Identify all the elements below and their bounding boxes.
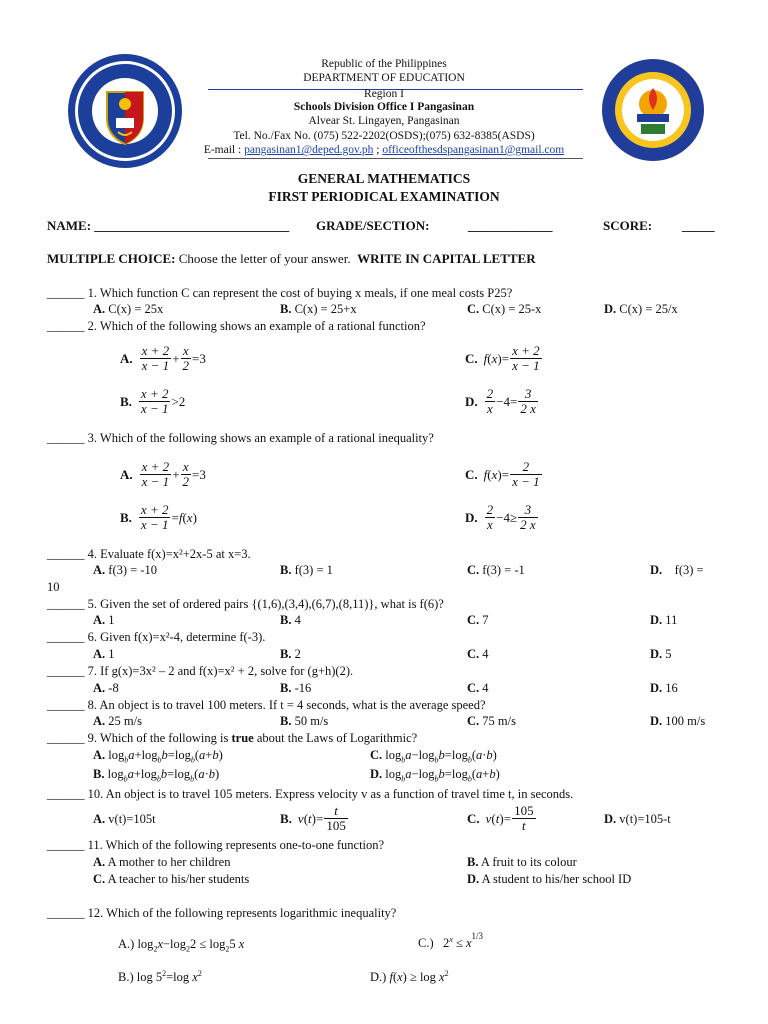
answer-blank[interactable]: ______: [47, 787, 85, 801]
answer-blank[interactable]: ______: [47, 731, 85, 745]
q1-option-d[interactable]: [604, 302, 678, 317]
letter: C.: [465, 350, 478, 366]
grade-section-label: GRADE/SECTION:: [316, 218, 430, 233]
letter: D.: [604, 302, 617, 316]
question-10: [47, 787, 573, 802]
letter: B.: [467, 855, 479, 869]
letter: D.: [467, 872, 480, 886]
letter: A.): [118, 937, 135, 951]
letter: A.: [93, 855, 106, 869]
option-text: A teacher to his/her students: [107, 872, 250, 886]
option-text: v(t)=105-t: [619, 812, 671, 826]
q7-option-d[interactable]: [650, 681, 678, 696]
question-2: [47, 319, 426, 334]
letter: C.: [467, 647, 480, 661]
q10-option-a[interactable]: [93, 812, 156, 827]
question-text: 9. Which of the following is: [87, 731, 229, 745]
q1-option-a[interactable]: [93, 302, 163, 317]
option-text: 4: [294, 613, 301, 627]
q12-option-d[interactable]: D.) $f(x) \ge \log x^2$: [370, 969, 449, 985]
question-emph: true: [231, 731, 254, 745]
q12-option-b[interactable]: B.) $\log 5^2=\log$ $x^2$: [118, 969, 202, 985]
q3-option-c[interactable]: C. f ( x )= $\frac{2}{x - 1}$: [465, 459, 540, 489]
q4-option-c[interactable]: [467, 563, 525, 578]
q8-option-a[interactable]: [93, 714, 142, 729]
letter: A.: [93, 613, 106, 627]
letter: C.: [467, 810, 480, 826]
q10-option-c[interactable]: C. v ( t )= $\frac{105}{t}$: [467, 803, 534, 833]
q11-option-c[interactable]: [93, 872, 249, 887]
answer-blank[interactable]: ______: [47, 547, 85, 561]
q10-option-d[interactable]: [604, 812, 671, 827]
question-text: 3. Which of the following shows an example of a rational inequality?: [87, 431, 434, 445]
letter: B.: [120, 509, 132, 525]
option-text: 1: [108, 647, 115, 661]
question-8: [47, 698, 486, 713]
answer-blank[interactable]: ______: [47, 286, 85, 300]
header-region: Region I: [364, 88, 404, 100]
letter: B.): [118, 970, 134, 985]
option-text: C(x) = 25+x: [294, 302, 357, 316]
option-text: A fruit to its colour: [480, 855, 577, 869]
q4-option-b[interactable]: [280, 563, 333, 578]
letter: B.: [280, 810, 292, 826]
letter: D.: [370, 767, 383, 781]
q7-option-c[interactable]: [467, 681, 489, 696]
q6-option-d[interactable]: [650, 647, 672, 662]
letter: B.: [280, 647, 292, 661]
letter: C.: [467, 681, 480, 695]
answer-blank[interactable]: ______: [47, 664, 85, 678]
letter: D.: [650, 563, 663, 577]
question-text: 12. Which of the following represents logarithmic inequality?: [87, 906, 397, 920]
letter: D.: [650, 681, 663, 695]
letter: D.: [650, 647, 663, 661]
question-5: [47, 597, 444, 612]
option-text: f(3) = -1: [482, 563, 525, 577]
letter: C.: [467, 302, 480, 316]
option-text: 4: [482, 647, 489, 661]
letter: C.): [418, 936, 434, 951]
letter: B.: [93, 767, 105, 781]
email-link-2[interactable]: officeofthesdspangasinan1@gmail.com: [382, 144, 565, 156]
q4-option-a[interactable]: [93, 563, 157, 578]
option-text: 7: [482, 613, 489, 627]
question-text: 8. An object is to travel 100 meters. If t = 4 seconds, what is the average speed?: [87, 698, 486, 712]
q12-option-c[interactable]: C.) $2^x \le x^{1/3}$: [418, 931, 484, 951]
exam-title: FIRST PERIODICAL EXAMINATION: [268, 189, 500, 204]
question-4: [47, 547, 251, 562]
letter: A.: [93, 714, 106, 728]
letter: A.: [93, 302, 106, 316]
q11-option-d[interactable]: [467, 872, 631, 887]
option-text: A student to his/her school ID: [481, 872, 632, 886]
letter: B.: [280, 563, 292, 577]
q6-option-b[interactable]: [280, 647, 301, 662]
option-text: 50 m/s: [294, 714, 329, 728]
option-text: 25 m/s: [108, 714, 142, 728]
q2-option-b[interactable]: B. $\frac{x + 2}{x - 1}$ >2: [120, 386, 186, 416]
question-1: [47, 286, 512, 301]
answer-blank[interactable]: ______: [47, 431, 85, 445]
q4-option-d[interactable]: [650, 563, 704, 578]
answer-blank[interactable]: ______: [47, 597, 85, 611]
header-address: Alvear St. Lingayen, Pangasinan: [308, 115, 460, 127]
option-text: 1: [108, 613, 115, 627]
question-text: 1. Which function C can represent the cost of buying x meals, if one meal costs P25?: [87, 286, 513, 300]
option-text: C(x) = 25x: [108, 302, 164, 316]
q5-option-d[interactable]: [650, 613, 677, 628]
instructions: [47, 251, 536, 267]
email-label: E-mail :: [203, 144, 242, 156]
header-email: [0, 144, 768, 156]
question-3: [47, 431, 434, 446]
letter: D.: [465, 509, 478, 525]
header-tel: Tel. No./Fax No. (075) 522-2202(OSDS);(075) 632-8385(ASDS): [233, 130, 535, 142]
q8-option-c[interactable]: [467, 714, 516, 729]
q1-option-b[interactable]: [280, 302, 357, 317]
letter: B.: [280, 302, 292, 316]
letter: C.: [467, 714, 480, 728]
answer-blank[interactable]: ______: [47, 906, 85, 920]
letter: D.): [370, 970, 387, 985]
q12-option-a[interactable]: A.) $\log_2x-\log_22 \le \log_25$ x: [118, 937, 245, 954]
question-6: [47, 630, 265, 645]
letter: A.: [93, 647, 106, 661]
question-9: [47, 731, 417, 746]
answer-blank[interactable]: ______: [47, 319, 85, 333]
question-text: 6. Given f(x)=x²-4, determine f(-3).: [87, 630, 266, 644]
score-field[interactable]: _____: [682, 218, 715, 233]
letter: B.: [280, 613, 292, 627]
name-field[interactable]: NAME: ______________________________: [47, 218, 290, 233]
question-text-cont: about the Laws of Logarithmic?: [256, 731, 418, 745]
q2-option-d[interactable]: D. $\frac{2}{x}$ −4= $\frac{3}{2 x}$: [465, 386, 536, 416]
question-text: 4. Evaluate f(x)=x²+2x-5 at x=3.: [87, 547, 251, 561]
email-link-1[interactable]: pangasinan1@deped.gov.ph: [244, 144, 374, 156]
q4-option-d-cont: 10: [47, 580, 60, 594]
question-11: [47, 838, 384, 853]
question-12: [47, 906, 396, 921]
option-text: 75 m/s: [482, 714, 516, 728]
letter: B.: [280, 681, 292, 695]
q5-option-b[interactable]: [280, 613, 301, 628]
q1-option-c[interactable]: [467, 302, 541, 317]
q11-option-b[interactable]: [467, 855, 577, 870]
q6-option-a[interactable]: [93, 647, 115, 662]
q3-option-b[interactable]: B. $\frac{x + 2}{x - 1}$ = f ( x ): [120, 502, 197, 532]
header-republic: Republic of the Philippines: [321, 58, 447, 70]
answer-blank[interactable]: ______: [47, 698, 85, 712]
header-division: Schools Division Office I Pangasinan: [293, 101, 475, 113]
question-text: 5. Given the set of ordered pairs {(1,6),(3,4),(6,7),(8,11)}, what is f(6)?: [87, 597, 444, 611]
q7-option-b[interactable]: [280, 681, 311, 696]
option-text: v(t)=105t: [108, 812, 156, 826]
question-text: 11. Which of the following represents one-to-one function?: [87, 838, 385, 852]
letter: C.: [467, 613, 480, 627]
letter: D.: [650, 714, 663, 728]
letter: A.: [93, 748, 106, 762]
option-text: 16: [665, 681, 678, 695]
q9-option-b[interactable]: B. $\log_ba+\log_bb=\log_b(a\cdot b)$: [93, 767, 220, 784]
letter: A.: [93, 681, 106, 695]
letter: B.: [120, 393, 132, 409]
option-text: 11: [665, 613, 678, 627]
q5-option-c[interactable]: [467, 613, 489, 628]
letter: D.: [465, 393, 478, 409]
q8-option-b[interactable]: [280, 714, 328, 729]
option-text: A mother to her children: [107, 855, 231, 869]
q7-option-a[interactable]: [93, 681, 119, 696]
answer-blank[interactable]: ______: [47, 630, 85, 644]
option-text: 4: [482, 681, 489, 695]
letter: C.: [465, 466, 478, 482]
letter: D.: [604, 812, 617, 826]
question-text: 7. If g(x)=3x² – 2 and f(x)=x² + 2, solve for (g+h)(2).: [87, 664, 354, 678]
letter: A.: [120, 350, 133, 366]
q9-option-c[interactable]: C. $\log_ba-\log_bb=\log_b(a\cdot b)$: [370, 748, 497, 765]
answer-blank[interactable]: ______: [47, 838, 85, 852]
option-text: 5: [665, 647, 672, 661]
email-sep: ;: [376, 144, 380, 156]
q9-option-d[interactable]: D. $\log_ba-\log_bb=\log_b(a+b)$: [370, 767, 500, 784]
q10-option-b[interactable]: B. v ( t )= $\frac{t}{105}$: [280, 803, 346, 833]
q5-option-a[interactable]: [93, 613, 115, 628]
letter: B.: [280, 714, 292, 728]
q6-option-c[interactable]: [467, 647, 489, 662]
header-department: DEPARTMENT OF EDUCATION: [303, 72, 465, 84]
letter: D.: [650, 613, 663, 627]
q2-option-a[interactable]: A. $\frac{x + 2}{x - 1}$ + $\frac{x}{2}$ =3: [120, 343, 206, 373]
q11-option-a[interactable]: [93, 855, 230, 870]
q3-option-d[interactable]: D. $\frac{2}{x}$ −4≥ $\frac{3}{2 x}$: [465, 502, 536, 532]
option-text: C(x) = 25/x: [619, 302, 678, 316]
letter: A.: [120, 466, 133, 482]
letter: A.: [93, 563, 106, 577]
option-text: f(3) =: [674, 563, 704, 577]
q3-option-a[interactable]: A. $\frac{x + 2}{x - 1}$ + $\frac{x}{2}$ =3: [120, 459, 206, 489]
instructions-emph: WRITE IN CAPITAL LETTER: [357, 251, 536, 266]
question-text: 2. Which of the following shows an example of a rational function?: [87, 319, 426, 333]
letter: C.: [93, 872, 106, 886]
score-label: SCORE:: [603, 218, 653, 233]
grade-section-field[interactable]: _____________: [468, 218, 553, 233]
option-text: -16: [294, 681, 312, 695]
option-text: C(x) = 25-x: [482, 302, 542, 316]
option-text: 100 m/s: [665, 714, 706, 728]
question-text: 10. An object is to travel 105 meters. Express velocity v as a function of travel time t, in seconds.: [87, 787, 574, 801]
q9-option-a[interactable]: A. $\log_ba+\log_bb=\log_b(a+b)$: [93, 748, 223, 765]
question-7: [47, 664, 353, 679]
letter: A.: [93, 812, 106, 826]
instructions-label: MULTIPLE CHOICE:: [47, 251, 176, 266]
letter: C.: [467, 563, 480, 577]
option-text: f(3) = 1: [294, 563, 333, 577]
exam-subject: GENERAL MATHEMATICS: [297, 171, 471, 186]
q2-option-c[interactable]: C. f ( x )= $\frac{x + 2}{x - 1}$: [465, 343, 540, 373]
letter: C.: [370, 748, 383, 762]
option-text: -8: [108, 681, 119, 695]
header-bottom-rule: [208, 158, 583, 159]
option-text: f(3) = -10: [108, 563, 157, 577]
option-text: 2: [294, 647, 301, 661]
instructions-text: Choose the letter of your answer.: [178, 251, 351, 266]
q8-option-d[interactable]: [650, 714, 705, 729]
